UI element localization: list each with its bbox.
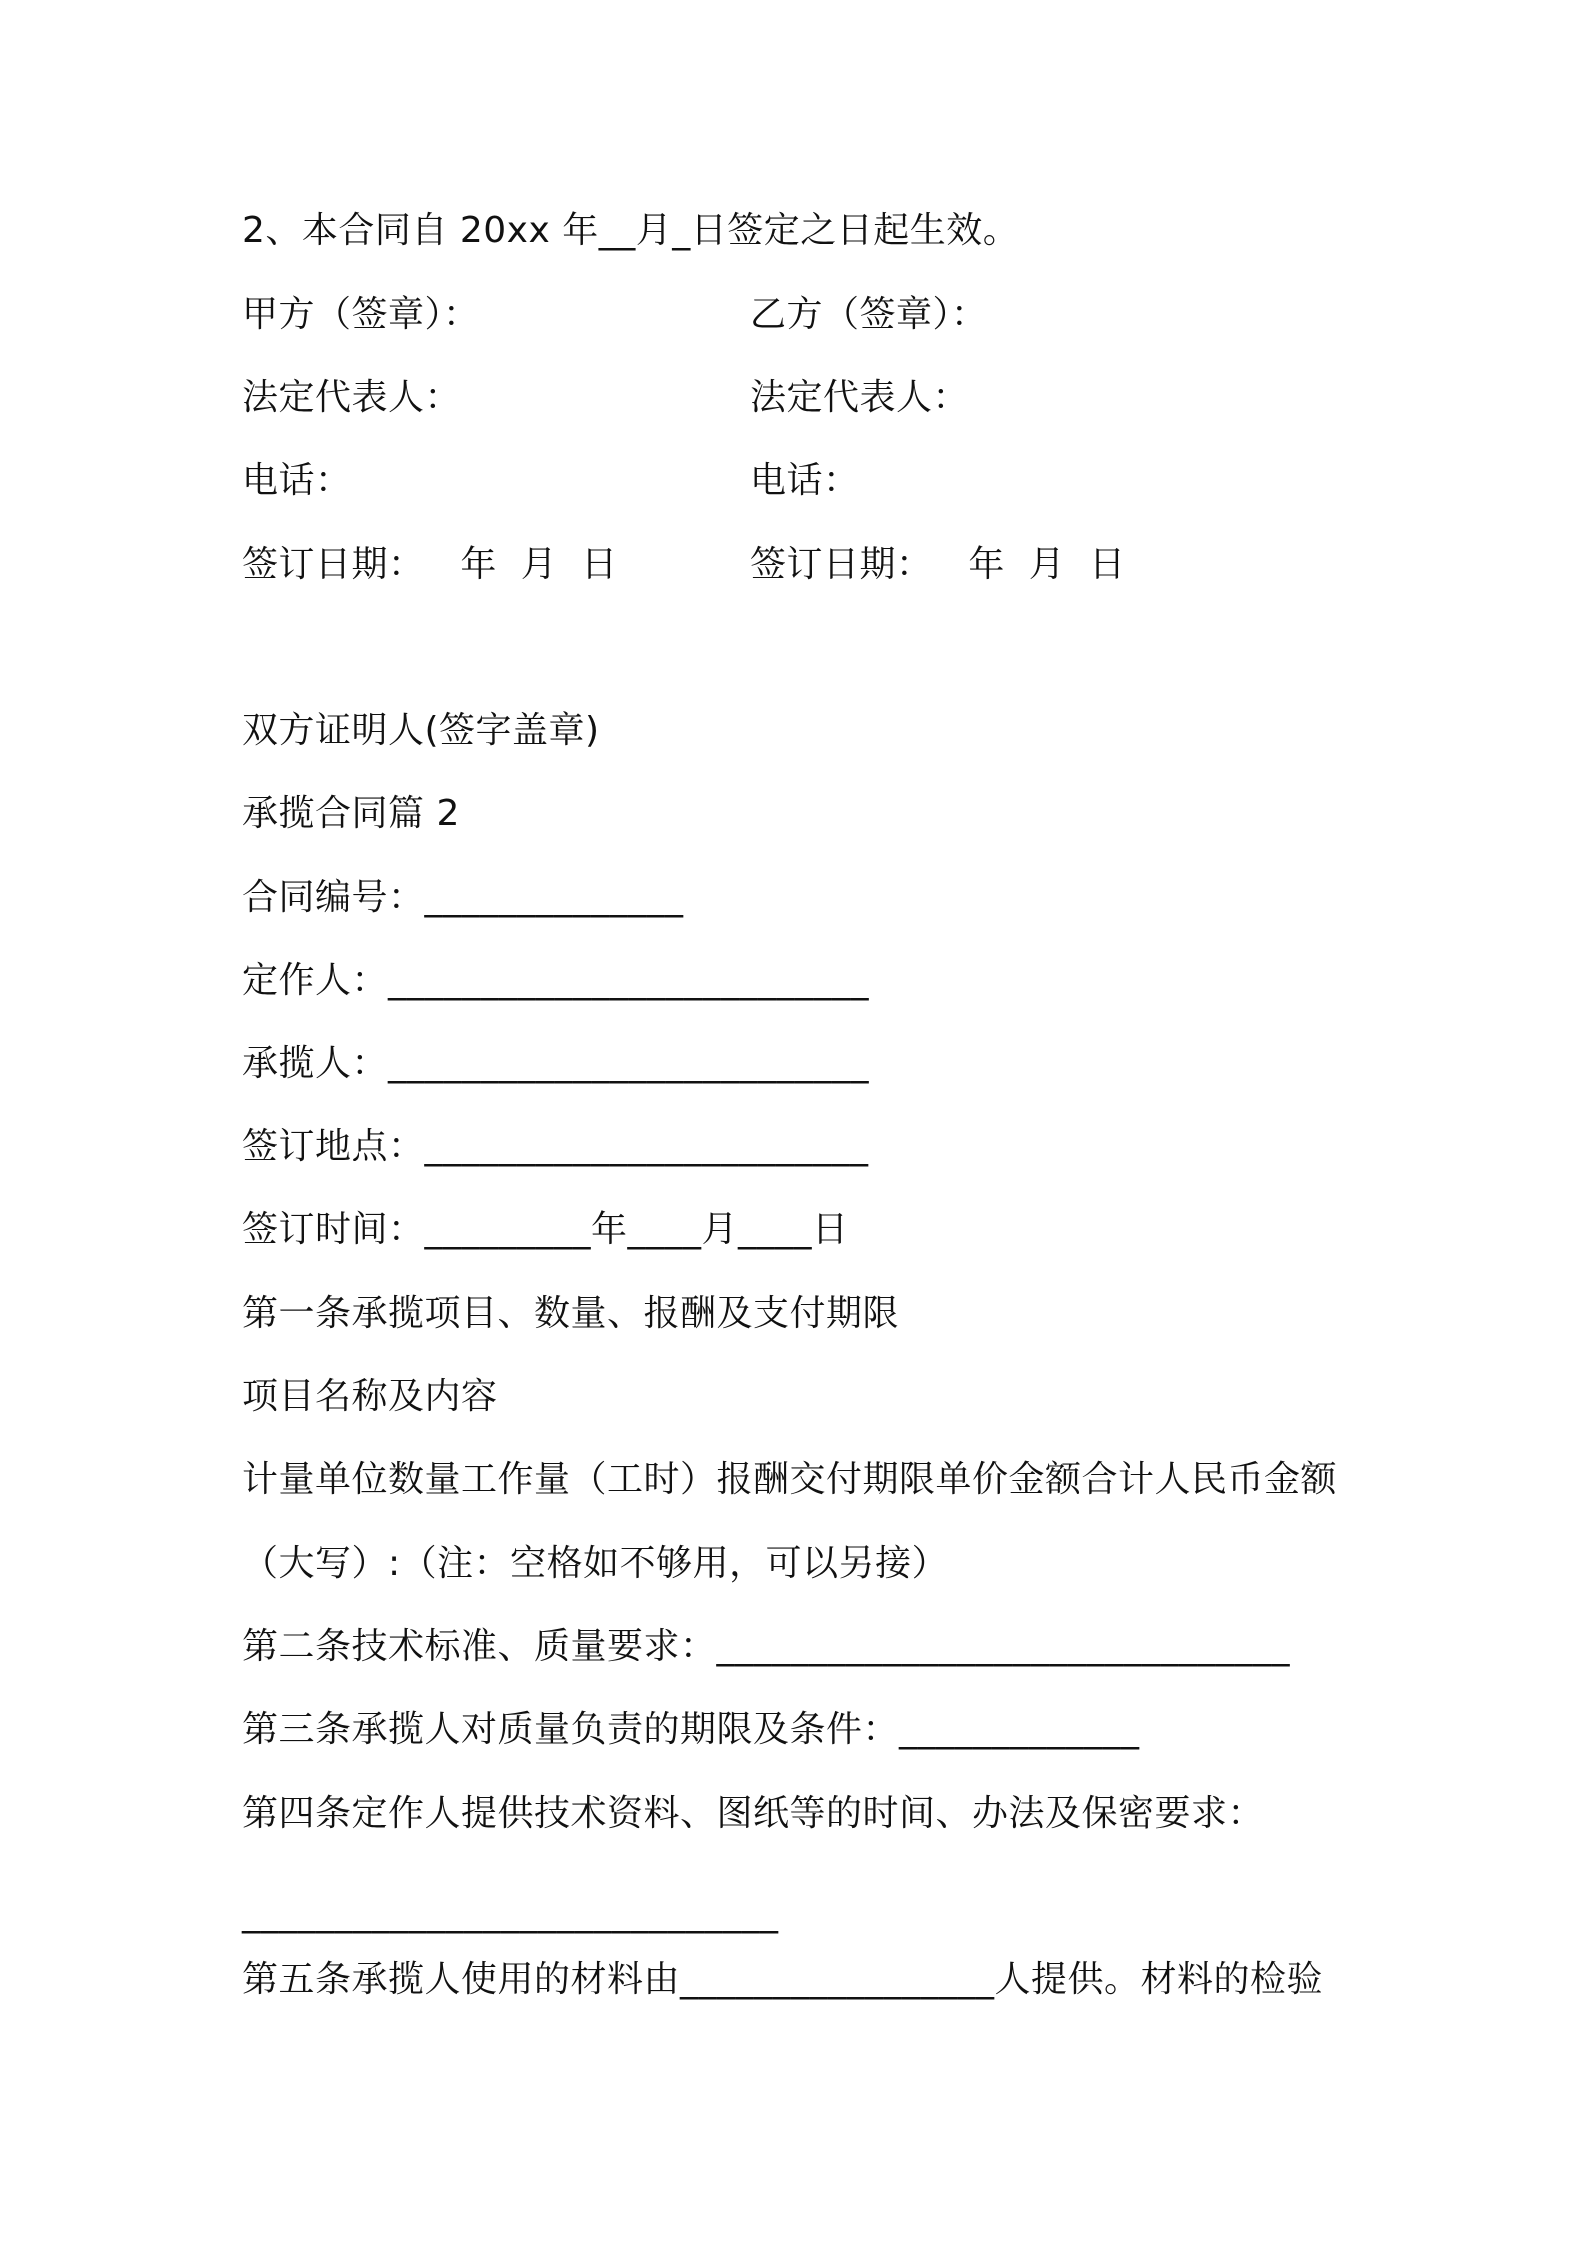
witness-line: 双方证明人(签字盖章) — [242, 710, 600, 751]
party-b-representative: 法定代表人： — [750, 377, 970, 418]
party-b-seal: 乙方（签章）： — [750, 294, 988, 335]
article-3: 第三条承揽人对质量负责的期限及条件：_____________ — [242, 1709, 1140, 1750]
article-2: 第二条技术标准、质量要求：_______________________________ — [242, 1626, 1291, 1667]
article-4: 第四条定作人提供技术资料、图纸等的时间、办法及保密要求： — [242, 1793, 1265, 1834]
article-1-title: 第一条承揽项目、数量、报酬及支付期限 — [242, 1293, 900, 1334]
party-a-phone: 电话： — [242, 460, 352, 501]
orderer-field: 定作人：__________________________ — [242, 960, 870, 1001]
time-field: 签订时间：_________年____月____日 — [242, 1209, 849, 1250]
party-b-phone: 电话： — [750, 460, 860, 501]
location-field: 签订地点：________________________ — [242, 1126, 869, 1167]
item-name-line: 项目名称及内容 — [242, 1376, 498, 1417]
party-a-representative: 法定代表人： — [242, 377, 462, 418]
contractor-field: 承揽人：__________________________ — [242, 1043, 870, 1084]
table-header-line: 计量单位数量工作量（工时）报酬交付期限单价金额合计人民币金额 — [242, 1459, 1338, 1500]
party-a-seal: 甲方（签章）： — [242, 294, 480, 335]
effective-clause: 2、本合同自 20xx 年__月_日签定之日起生效。 — [242, 210, 1020, 251]
amount-note-line: （大写）:（注：空格如不够用，可以另接） — [242, 1543, 949, 1584]
contract-number-field: 合同编号：______________ — [242, 877, 684, 918]
party-b-date: 签订日期： 年 月 日 — [750, 544, 1126, 585]
article-5: 第五条承揽人使用的材料由_________________人提供。材料的检验 — [242, 1959, 1324, 2000]
party-a-date: 签订日期： 年 月 日 — [242, 544, 618, 585]
article-4-blank: _____________________________ — [242, 1893, 779, 1934]
section-title: 承揽合同篇 2 — [242, 793, 460, 834]
